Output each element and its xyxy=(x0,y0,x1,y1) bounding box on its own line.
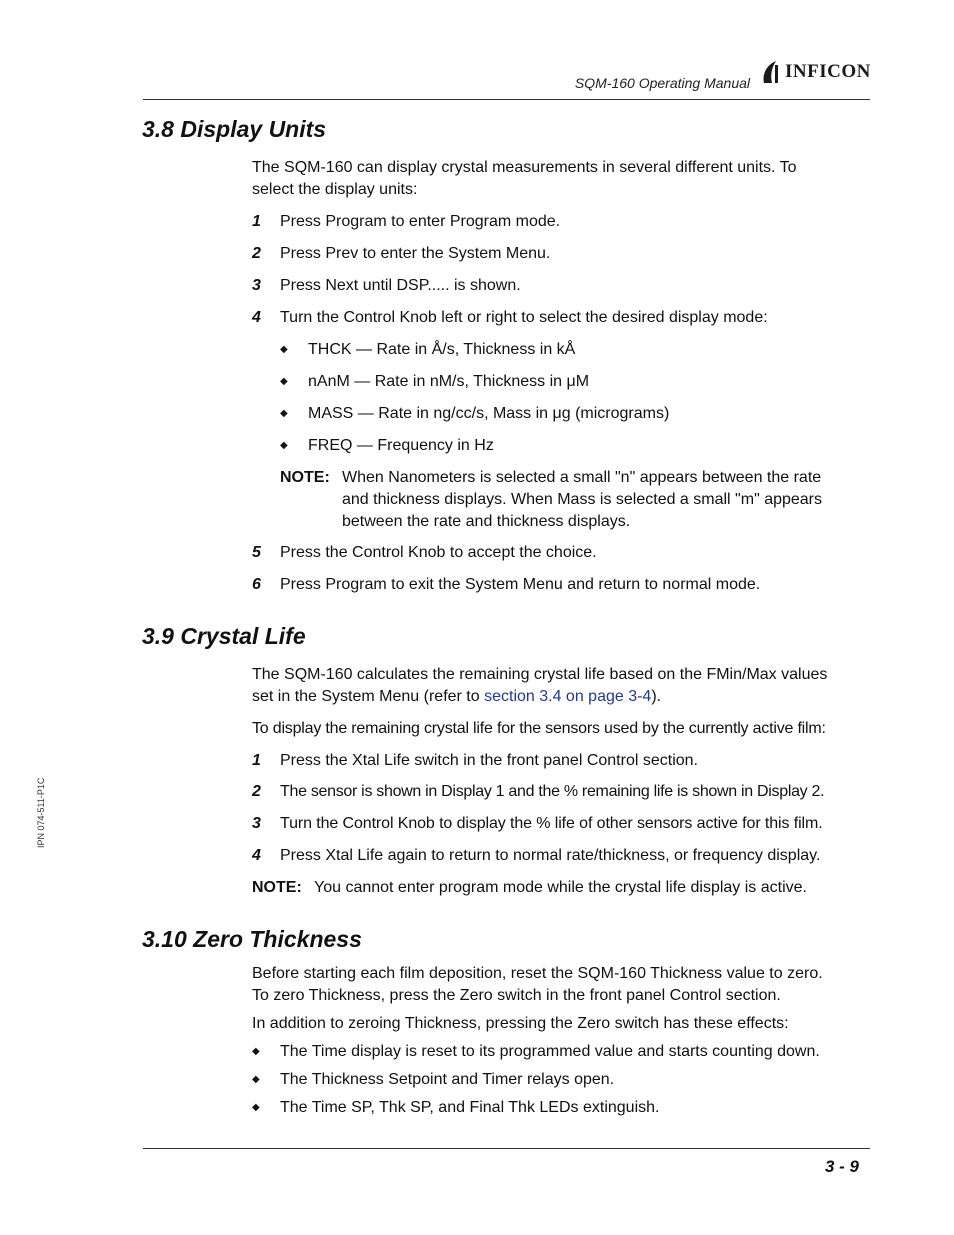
step-text: Press Xtal Life again to return to normal rate/thickness, or frequency display. xyxy=(280,847,821,864)
diamond-bullet-icon: ◆ xyxy=(252,1046,260,1057)
bullet-text: FREQ — Frequency in Hz xyxy=(308,437,494,454)
bullet-text: The Time display is reset to its programmed value and starts counting down. xyxy=(280,1043,820,1060)
step-number: 1 xyxy=(252,752,261,769)
note-label: NOTE: xyxy=(252,879,302,896)
diamond-bullet-icon: ◆ xyxy=(280,344,288,355)
crystal-life-intro-line-2 xyxy=(252,686,872,708)
crystal-life-intro-line-3: To display the remaining crystal life for the sensors used by the currently active film: xyxy=(252,720,826,737)
crystal-life-note xyxy=(252,877,872,899)
diamond-bullet-icon: ◆ xyxy=(280,440,288,451)
step-number: 2 xyxy=(252,245,261,262)
bullet-text: The Time SP, Thk SP, and Final Thk LEDs extinguish. xyxy=(280,1099,660,1116)
step-text: Turn the Control Knob left or right to select the desired display mode: xyxy=(280,309,768,326)
step-number: 1 xyxy=(252,213,261,230)
step-number: 3 xyxy=(252,815,261,832)
intro-text: ). xyxy=(651,688,662,705)
diamond-bullet-icon: ◆ xyxy=(252,1074,260,1085)
step-text: Press Program to exit the System Menu and return to normal mode. xyxy=(280,576,761,593)
step-text: Turn the Control Knob to display the % life of other sensors active for this film. xyxy=(280,815,823,832)
display-units-note xyxy=(280,467,870,533)
zero-thickness-intro-line-2: To zero Thickness, press the Zero switch in the front panel Control section. xyxy=(252,987,781,1004)
step-text: Press the Xtal Life switch in the front panel Control section. xyxy=(280,752,698,769)
diamond-bullet-icon: ◆ xyxy=(252,1102,260,1113)
zero-thickness-intro-line-3: In addition to zeroing Thickness, pressing the Zero switch has these effects: xyxy=(252,1015,789,1032)
section-heading-crystal-life: 3.9 Crystal Life xyxy=(142,623,306,649)
note-line: When Nanometers is selected a small "n" appears between the rate xyxy=(342,469,822,486)
bullet-text: MASS — Rate in ng/cc/s, Mass in μg (micrograms) xyxy=(308,405,670,422)
bullet-text: The Thickness Setpoint and Timer relays open. xyxy=(280,1071,615,1088)
note-label: NOTE: xyxy=(280,469,330,486)
page-number: 3 - 9 xyxy=(825,1157,860,1176)
step-number: 3 xyxy=(252,277,261,294)
step-number: 4 xyxy=(252,309,261,326)
step-number: 6 xyxy=(252,576,261,593)
intro-text: set in the System Menu (refer to xyxy=(252,688,485,705)
display-units-intro-line-2: select the display units: xyxy=(252,181,418,198)
step-number: 2 xyxy=(252,783,261,800)
step-number: 5 xyxy=(252,544,261,561)
running-header-title: SQM-160 Operating Manual xyxy=(574,75,750,91)
section-reference-link[interactable]: section 3.4 on page 3-4 xyxy=(484,688,652,705)
step-text: The sensor is shown in Display 1 and the % remaining life is shown in Display 2. xyxy=(280,783,825,800)
diamond-bullet-icon: ◆ xyxy=(280,376,288,387)
bullet-text: nAnM — Rate in nM/s, Thickness in μM xyxy=(308,373,590,390)
zero-thickness-intro-line-1: Before starting each film deposition, reset the SQM-160 Thickness value to zero. xyxy=(252,965,823,982)
step-text: Press Prev to enter the System Menu. xyxy=(280,245,551,262)
logo-wordmark: INFICON xyxy=(785,61,871,82)
bullet-text: THCK — Rate in Å/s, Thickness in kÅ xyxy=(308,341,576,358)
section-heading-zero-thickness: 3.10 Zero Thickness xyxy=(142,926,362,952)
inficon-logo-icon xyxy=(760,59,782,85)
step-text: Press Program to enter Program mode. xyxy=(280,213,561,230)
diamond-bullet-icon: ◆ xyxy=(280,408,288,419)
step-text: Press Next until DSP..... is shown. xyxy=(280,277,521,294)
note-text: You cannot enter program mode while the crystal life display is active. xyxy=(314,879,807,896)
header-rule xyxy=(143,99,870,100)
crystal-life-intro-line-1: The SQM-160 calculates the remaining crystal life based on the FMin/Max values xyxy=(252,666,828,683)
step-number: 4 xyxy=(252,847,261,864)
note-line: between the rate and thickness displays. xyxy=(342,513,631,530)
inficon-logo xyxy=(760,58,871,86)
footer-rule xyxy=(143,1148,870,1149)
step-text: Press the Control Knob to accept the choice. xyxy=(280,544,597,561)
document-code: IPN 074-511-P1C xyxy=(36,777,46,848)
note-line: and thickness displays. When Mass is selected a small "m" appears xyxy=(342,491,823,508)
section-heading-display-units: 3.8 Display Units xyxy=(142,116,327,142)
display-units-intro-line-1: The SQM-160 can display crystal measurements in several different units. To xyxy=(252,159,797,176)
